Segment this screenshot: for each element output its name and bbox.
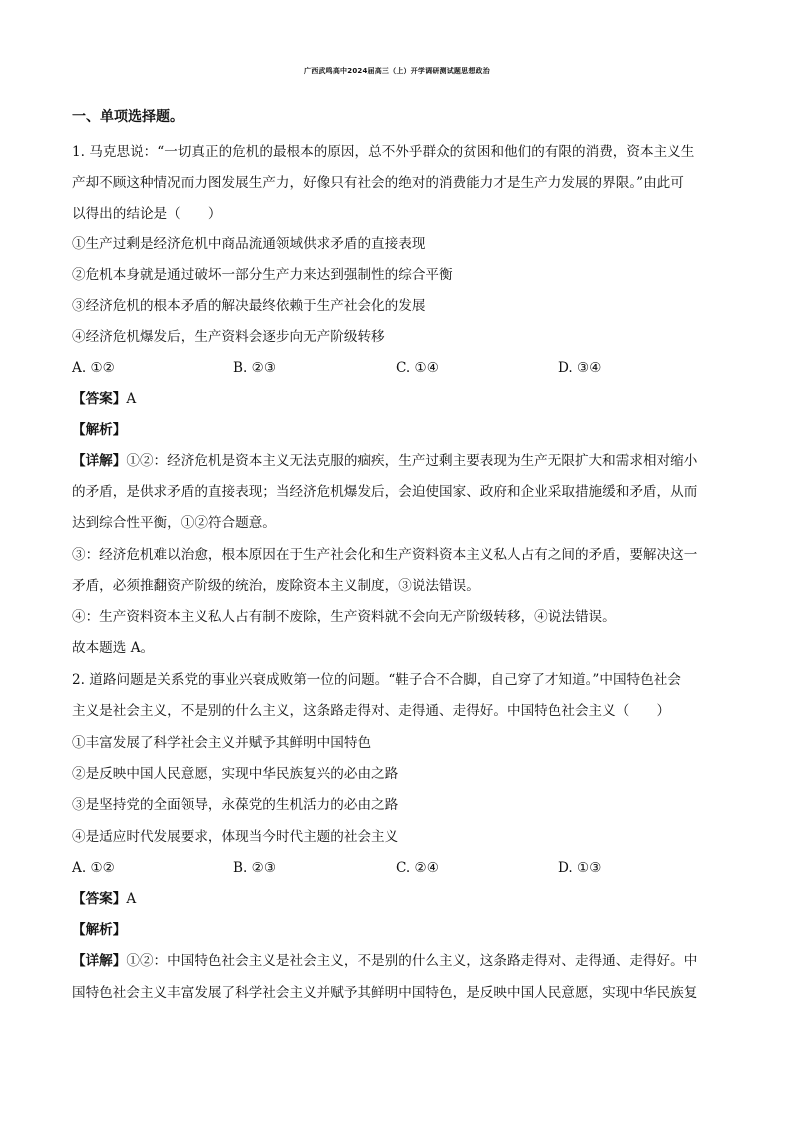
section-heading: 一、单项选择题。 [72,109,184,125]
detail-tag: 【详解】 [72,453,127,469]
q2-analysis-heading [72,921,126,939]
q1-detail-line: 达到综合性平衡，①②符合题意。 [72,515,276,531]
q2-stem-line: 主义是社会主义，不是别的什么主义，这条路走得对、走得通、走得好。中国特色社会主义（ ） [72,703,671,719]
q2-item: ②是反映中国人民意愿，实现中华民族复兴的必由之路 [72,766,399,782]
q2-detail-line: 国特色社会主义丰富发展了科学社会主义并赋予其鲜明中国特色，是反映中国人民意愿，实现中华民族复 [72,985,698,1001]
q2-options [72,859,712,877]
answer-value: A [126,891,137,907]
q2-item: ④是适应时代发展要求，体现当今时代主题的社会主义 [72,829,399,845]
q1-answer [72,390,136,408]
q1-options [72,359,712,377]
q1-detail-line: ③：经济危机难以治愈，根本原因在于生产社会化和生产资料资本主义私人占有之间的矛盾，要解决这一 [72,547,698,563]
q1-option-b: B. ②③ [233,360,277,376]
q2-answer [72,890,136,908]
q1-conclusion: 故本题选 A。 [72,640,155,656]
q1-item: ④经济危机爆发后，生产资料会逐步向无产阶级转移 [72,329,385,345]
q1-item: ③经济危机的根本矛盾的解决最终依赖于生产社会化的发展 [72,298,426,314]
answer-tag: 【答案】 [72,891,127,907]
detail-text: ①②：中国特色社会主义是社会主义，不是别的什么主义，这条路走得对、走得通、走得好。中 [126,953,698,969]
q2-option-d: D. ①③ [558,860,602,876]
detail-tag: 【详解】 [72,953,127,969]
page-title: 广西武鸣高中2024届高三（上）开学调研测试题思想政治 [304,67,490,75]
q1-detail-line: 的矛盾，是供求矛盾的直接表现；当经济危机爆发后，会迫使国家、政府和企业采取措施缓和矛盾，从而 [72,484,698,500]
q2-stem-line: 2. 道路问题是关系党的事业兴衰成败第一位的问题。“鞋子合不合脚，自己穿了才知道。”中国特色社会 [72,672,681,688]
q1-option-d: D. ③④ [558,360,602,376]
q1-stem-line: 产却不顾这种情况而力图发展生产力，好像只有社会的绝对的消费能力才是生产力发展的界限。”由此可 [72,175,684,191]
q1-item: ①生产过剩是经济危机中商品流通领域供求矛盾的直接表现 [72,236,426,252]
q1-option-a: A. ①② [72,360,115,376]
q1-analysis-heading [72,421,126,439]
q1-item: ②危机本身就是通过破坏一部分生产力来达到强制性的综合平衡 [72,267,453,283]
q1-stem-line: 以得出的结论是（ ） [72,206,222,222]
q1-detail-line: ④：生产资料资本主义私人占有制不废除，生产资料就不会向无产阶级转移，④说法错误。 [72,609,616,625]
analysis-tag: 【解析】 [72,422,127,438]
q2-item: ③是坚持党的全面领导，永葆党的生机活力的必由之路 [72,797,399,813]
answer-tag: 【答案】 [72,391,127,407]
q2-option-c: C. ②④ [396,860,439,876]
answer-value: A [126,391,137,407]
q2-item: ①丰富发展了科学社会主义并赋予其鲜明中国特色 [72,735,372,751]
q1-option-c: C. ①④ [396,360,439,376]
q1-detail-line: 矛盾，必须推翻资产阶级的统治，废除资本主义制度，③说法错误。 [72,578,480,594]
analysis-tag: 【解析】 [72,922,127,938]
q2-detail-line [72,952,697,970]
detail-text: ①②：经济危机是资本主义无法克服的痼疾，生产过剩主要表现为生产无限扩大和需求相对缩小 [126,453,698,469]
q1-detail-line [72,452,697,470]
q2-option-b: B. ②③ [233,860,277,876]
q1-stem-line: 1. 马克思说：“一切真正的危机的最根本的原因，总不外乎群众的贫困和他们的有限的消费，资本主义生 [72,144,695,160]
q2-option-a: A. ①② [72,860,115,876]
